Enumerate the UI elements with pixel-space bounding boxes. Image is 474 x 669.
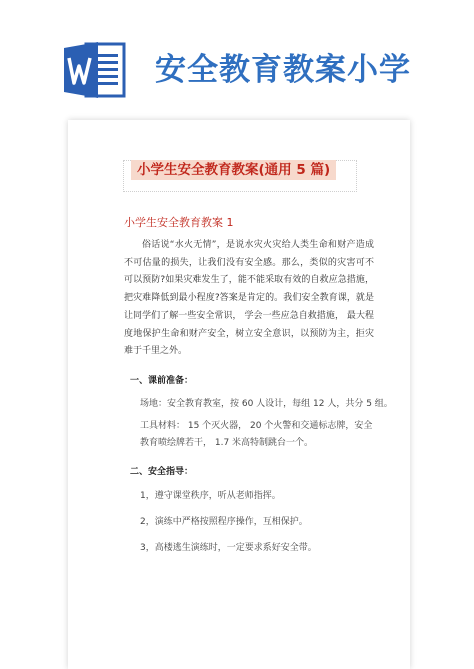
document-page bbox=[68, 120, 410, 669]
guide-item: 1，遵守课堂秩序，听从老师指挥。 bbox=[140, 491, 281, 501]
document-title: 小学生安全教育教案(通用 5 篇) bbox=[131, 160, 336, 180]
prep-venue: 场地：安全教育教室，按 60 人设计，每组 12 人，共分 5 组。 bbox=[140, 399, 393, 409]
prep-materials: 工具材料： 15 个灭火器， 20 个火警和交通标志牌，安全教育喷绘牌若干， 1.7 米高特制跳台一个。 bbox=[140, 421, 373, 448]
header-title: 安全教育教案小学 bbox=[155, 52, 411, 88]
intro-paragraph: 俗话说“水火无情”，是说水灾火灾给人类生命和财产造成不可估量的损失，让我们没有安全感。那么，类似的灾害可不可以预防?如果灾难发生了，能不能采取有效的自救应急措施，把灾难降低到最小程度?答案是肯定的。我们安全教育课，就是让同学们了解一些安全常识， 学会一些应急自救措施， 最大程度地保护生命和财产安全，树立安全意识，以预防为主，拒灾难于千里之外。 bbox=[124, 240, 374, 357]
guide-item: 3，高楼逃生演练时，一定要求系好安全带。 bbox=[140, 543, 317, 553]
section-title: 小学生安全教育教案 1 bbox=[124, 216, 234, 229]
word-document-icon bbox=[64, 40, 128, 100]
guide-heading: 二、安全指导： bbox=[130, 467, 194, 477]
page-header bbox=[0, 0, 474, 120]
prep-heading: 一、课前准备： bbox=[130, 376, 194, 386]
guide-item: 2，演练中严格按照程序操作，互相保护。 bbox=[140, 517, 308, 527]
